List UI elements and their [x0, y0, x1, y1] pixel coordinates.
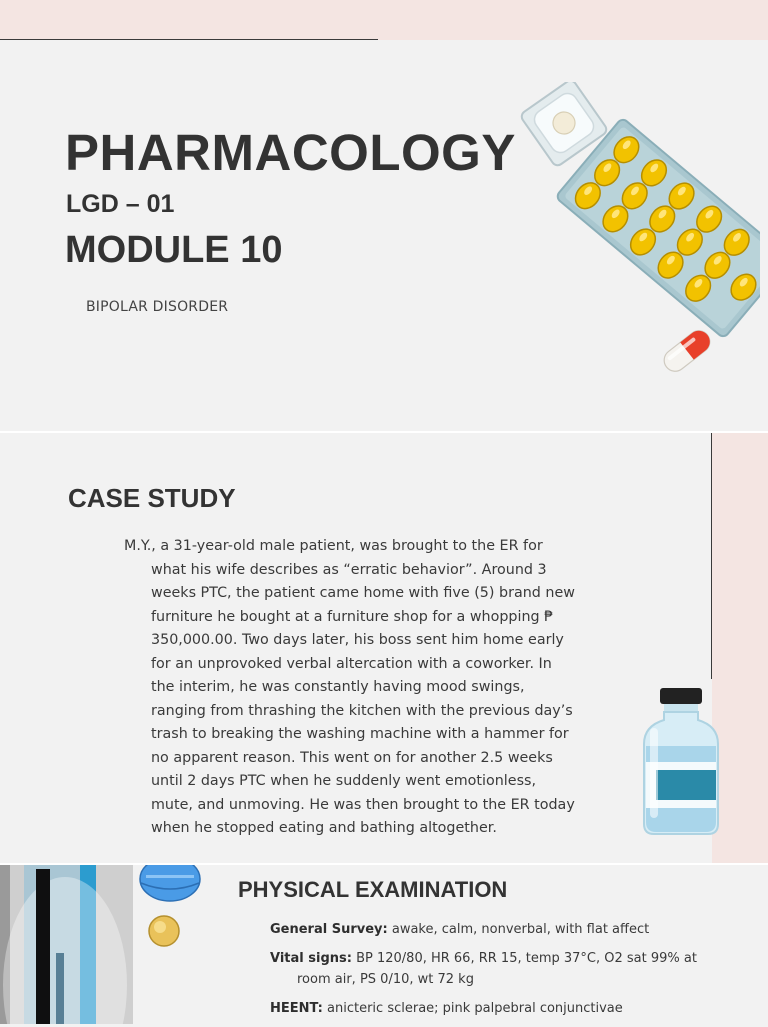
- capsule-icon: [660, 326, 715, 375]
- physical-exam-title: PHYSICAL EXAMINATION: [238, 877, 508, 902]
- tablets-illustration: [132, 865, 208, 955]
- vital-signs-label: Vital signs:: [270, 951, 352, 966]
- yellow-tablet-icon: [149, 916, 179, 946]
- vital-signs-value: BP 120/80, HR 66, RR 15, temp 37°C, O2 sat 99% at: [351, 951, 697, 966]
- general-survey-item: [270, 919, 710, 940]
- case-study-line: M.Y., a 31-year-old male patient, was brought to the ER for: [124, 538, 543, 554]
- case-study-line: for an unprovoked verbal altercation with a coworker. In: [151, 655, 552, 672]
- case-study-line: trash to breaking the washing machine with a hammer for: [151, 726, 569, 742]
- module-label: MODULE 10: [65, 229, 283, 271]
- general-survey-value: awake, calm, nonverbal, with flat affect: [387, 922, 650, 937]
- case-study-line: no apparent reason. This went on for another 2.5 weeks: [151, 749, 553, 766]
- case-study-line: the interim, he was constantly having mood swings,: [151, 679, 525, 695]
- side-divider-line: [711, 433, 712, 679]
- case-study-line: 350,000.00. Two days later, his boss sent him home early: [151, 632, 564, 648]
- case-study-line: what his wife describes as “erratic behavior”. Around 3: [151, 561, 547, 578]
- pills-illustration: [520, 82, 760, 382]
- physical-exam-list: [270, 919, 710, 1027]
- case-study-line: when he stopped eating and bathing altogether.: [151, 820, 497, 836]
- case-study-line: weeks PTC, the patient came home with five (5) brand new: [151, 585, 575, 601]
- blue-tablet-icon: [140, 865, 200, 901]
- decorative-stripes-image: [0, 865, 133, 1024]
- top-accent-band: [0, 0, 768, 40]
- case-study-text: [124, 535, 575, 841]
- case-study-line: mute, and unmoving. He was then brought to the ER today: [151, 796, 575, 813]
- case-study-line: until 2 days PTC when he suddenly went emotionless,: [151, 773, 537, 789]
- case-study-title: CASE STUDY: [68, 483, 236, 513]
- general-survey-label: General Survey:: [270, 922, 388, 937]
- subtopic-label: BIPOLAR DISORDER: [86, 299, 229, 315]
- heent-value: anicteric sclerae; pink palpebral conjunctivae: [322, 1001, 623, 1016]
- medicine-bottle-icon: [636, 684, 726, 840]
- course-title: PHARMACOLOGY: [65, 124, 516, 181]
- pill-blister-pack-icon: [555, 117, 760, 338]
- heent-label: HEENT:: [270, 1001, 323, 1016]
- case-study-line: furniture he bought at a furniture shop for a whopping ₱: [151, 608, 554, 625]
- case-study-line: ranging from thrashing the kitchen with the previous day’s: [151, 702, 573, 719]
- vital-signs-item: [270, 948, 710, 990]
- lgd-label: LGD – 01: [66, 190, 175, 218]
- heent-item: [270, 998, 710, 1019]
- vital-signs-value-continued: room air, PS 0/10, wt 72 kg: [297, 972, 474, 987]
